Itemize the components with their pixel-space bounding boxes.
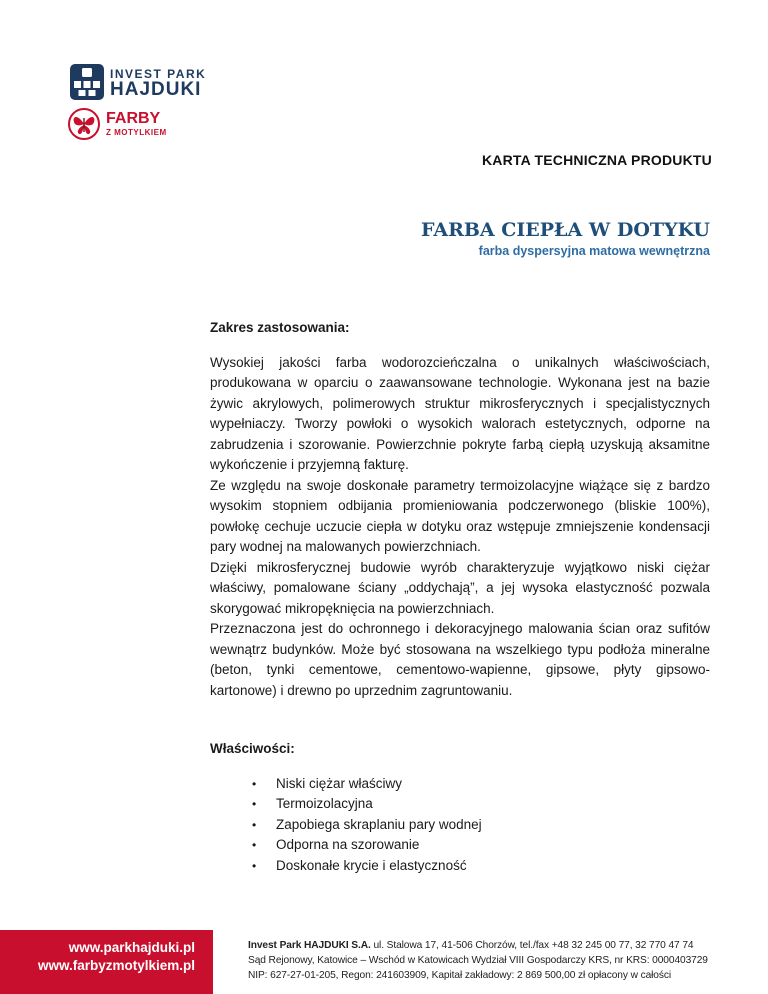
invest-park-logo-icon [70,64,104,100]
company-address: ul. Stalowa 17, 41-506 Chorzów, tel./fax +48 32 245 00 77, 32 770 47 74 [370,940,694,951]
paragraph: Wysokiej jakości farba wodorozcieńczalna o unikalnych właściwościach, produkowana w oparciu o zaawansowane technologie. Wykonana jest na bazie żywic akrylowych, polimerowych struktur mikrosferycznych i specjalistycznych wypełniaczy. Tworzy powłoki o wysokich walorach estetycznych, odporne na zabrudzenia i szorowanie. Powierzchnie pokryte farbą ciepłą uzyskują aksamitne wykończenie i przyjemną fakturę. [210,354,710,472]
butterfly-icon [68,108,100,140]
main-content [210,318,710,876]
bullet-icon: • [252,858,257,873]
farby-z-motylkiem-logo [68,108,198,142]
footer-line-address [248,938,718,953]
company-name: Invest Park HAJDUKI S.A. [248,940,371,951]
footer-line-registration: NIP: 627-27-01-205, Regon: 241603909, Kapitał zakładowy: 2 869 500,00 zł opłacony w całości [248,970,672,981]
paragraph: Dzięki mikrosferycznej budowie wyrób charakteryzuje wyjątkowo niski ciężar właściwy, pomalowane ściany „oddychają”, a jej wysoka elastyczność pozwala skorygować mikropęknięcia na powierzchniach. [210,559,710,616]
section-heading-wlasciwosci: Właściwości: [210,741,295,756]
bullet-icon: • [252,776,257,791]
website-link-parkhajduki[interactable]: www.parkhajduki.pl [68,940,195,955]
list-item [252,794,710,815]
z-motylkiem-text: Z MOTYLKIEM [106,128,167,137]
footer-company-info [248,938,718,983]
website-link-farbyzmotylkiem[interactable]: www.farbyzmotylkiem.pl [37,958,195,973]
product-subtitle: farba dyspersyjna matowa wewnętrzna [478,244,710,258]
property-text: Zapobiega skraplaniu pary wodnej [276,816,482,832]
farby-text: FARBY [106,110,161,127]
property-text: Niski ciężar właściwy [276,775,403,791]
bullet-icon: • [252,817,257,832]
footer-websites-block [0,930,213,994]
list-item [252,835,710,856]
paragraph: Ze względu na swoje doskonałe parametry termoizolacyjne wiążące się z bardzo wysokim stopniem odbijania promieniowania podczerwonego (bliskie 100%), powłokę cechuje uczucie ciepła w dotyku oraz wstępuje zmniejszenie kondensacji pary wodnej na malowanych powierzchniach. [210,477,710,554]
property-text: Doskonałe krycie i elastyczność [276,857,467,873]
product-title: FARBA CIEPŁA W DOTYKU [420,219,710,241]
list-item [252,856,710,877]
bullet-icon: • [252,838,257,852]
section-heading-zakres: Zakres zastosowania: [210,320,350,335]
paragraph: Przeznaczona jest do ochronnego i dekoracyjnego malowania ścian oraz sufitów wewnątrz budynków. Może być stosowana na wszelkiego typu podłoża mineralne (beton, tynki cementowe, cementowo-wapienne, gipsowe, płyty gipsowo-kartonowe) i drewno po uprzednim zagruntowaniu. [210,621,710,698]
list-item [252,815,710,836]
footer-line-court: Sąd Rejonowy, Katowice – Wschód w Katowicach Wydział VIII Gospodarczy KRS, nr KRS: 0000403729 [248,955,708,966]
invest-park-text: INVEST PARK [110,67,207,81]
hajduki-text: HAJDUKI [110,79,202,100]
property-text: Odporna na szorowanie [276,837,420,852]
list-item [252,774,710,795]
invest-park-hajduki-logo [70,64,210,100]
bullet-icon: • [252,797,257,811]
properties-list [210,774,710,877]
document-type: KARTA TECHNICZNA PRODUKTU [481,152,712,168]
property-text: Termoizolacyjna [276,796,373,811]
